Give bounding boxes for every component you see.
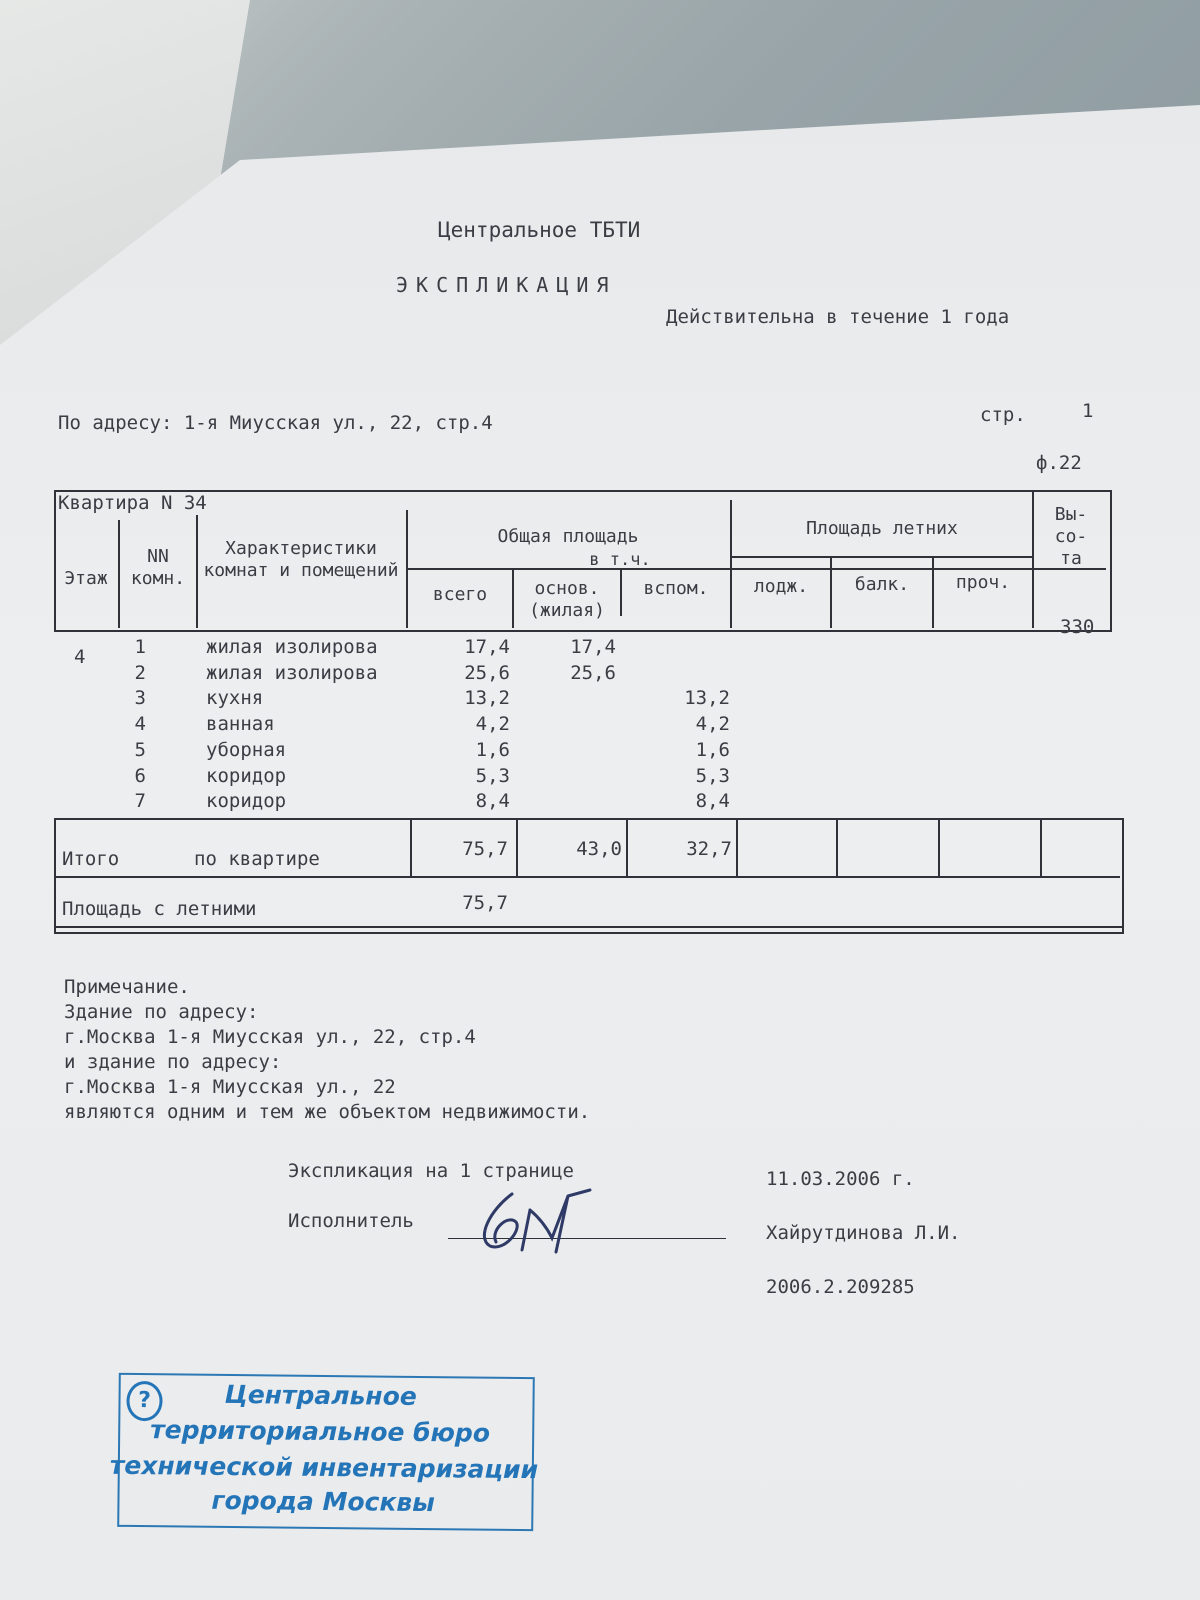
height-value: 330 (1060, 616, 1095, 638)
signature-icon (472, 1180, 612, 1260)
header-aux: вспом. (643, 578, 709, 599)
header-total: всего (432, 584, 488, 605)
date-text: 11.03.2006 г. (766, 1168, 915, 1190)
stamp-line-1: Центральное (224, 1379, 417, 1411)
room-name: жилая изолирова (206, 662, 378, 684)
room-aux: 4,2 (695, 713, 730, 735)
room-number: 7 (134, 790, 146, 812)
header-balcony: балк. (854, 574, 910, 595)
header-total-area: Общая площадь (497, 526, 639, 547)
room-number: 3 (134, 687, 146, 709)
room-main: 25,6 (570, 662, 616, 684)
room-aux: 13,2 (684, 687, 730, 709)
note-line: Примечание. (64, 976, 190, 998)
doc-number: 2006.2.209285 (766, 1276, 915, 1298)
header-floor: Этаж (64, 568, 108, 589)
room-total: 13,2 (464, 687, 510, 709)
room-aux: 5,3 (695, 765, 730, 787)
totals-main: 43,0 (576, 838, 622, 860)
pages-text: Экспликация на 1 странице (288, 1160, 574, 1182)
validity-text: Действительна в течение 1 года (666, 306, 1010, 328)
room-number: 4 (134, 713, 146, 735)
floor-value: 4 (74, 646, 86, 668)
header-characteristics: Характеристики комнат и помещений (203, 538, 399, 581)
divider (1040, 820, 1042, 876)
totals-label: Итого (62, 848, 120, 870)
header-summer-area: Площадь летних (806, 518, 958, 539)
summer-label: Площадь с летними (62, 898, 257, 920)
totals-total: 75,7 (462, 838, 508, 860)
executor-name: Хайрутдинова Л.И. (766, 1222, 961, 1244)
stamp-line-2: территориальное бюро (150, 1415, 491, 1448)
totals-label-apartment: по квартире (194, 848, 320, 870)
header-loggia: лодж. (753, 576, 809, 597)
summer-total: 75,7 (462, 892, 508, 914)
address-text: По адресу: 1-я Миусская ул., 22, стр.4 (58, 412, 493, 434)
doc-type-title: ЭКСПЛИКАЦИЯ (396, 273, 617, 297)
room-name: уборная (206, 739, 287, 761)
room-total: 4,2 (475, 713, 510, 735)
note-line: являются одним и тем же объектом недвижимости. (64, 1101, 591, 1123)
organization-stamp (109, 1373, 539, 1531)
divider (938, 820, 940, 876)
room-number: 6 (134, 765, 146, 787)
room-aux: 1,6 (695, 739, 730, 761)
note-line: Здание по адресу: (64, 1001, 259, 1023)
note-line: г.Москва 1-я Миусская ул., 22 (64, 1076, 396, 1098)
room-total: 8,4 (475, 790, 510, 812)
page-number: 1 (1082, 400, 1094, 422)
divider (836, 820, 838, 876)
divider (56, 926, 1122, 928)
organization-title: Центральное ТБТИ (438, 218, 641, 242)
room-main: 17,4 (570, 636, 616, 658)
room-name: коридор (206, 765, 287, 787)
stamp-logo-icon: ? (126, 1381, 162, 1421)
room-total: 5,3 (475, 765, 510, 787)
room-number: 5 (134, 739, 146, 761)
room-total: 1,6 (475, 739, 510, 761)
form-number: ф.22 (1036, 452, 1082, 474)
divider (736, 820, 738, 876)
divider (730, 556, 1032, 558)
room-name: коридор (206, 790, 287, 812)
note-line: и здание по адресу: (64, 1051, 282, 1073)
note-line: г.Москва 1-я Миусская ул., 22, стр.4 (64, 1026, 476, 1048)
header-main: основ. (жилая) (529, 578, 605, 621)
stamp-line-3: технической инвентаризации (109, 1450, 539, 1485)
totals-aux: 32,7 (686, 838, 732, 860)
header-other: проч. (955, 572, 1011, 593)
stamp-line-4: города Москвы (211, 1485, 435, 1518)
divider (56, 876, 1120, 878)
header-including: в т.ч. (589, 550, 651, 570)
divider (406, 568, 1106, 570)
header-height: Вы- со- та (1054, 504, 1088, 569)
room-name: жилая изолирова (206, 636, 378, 658)
room-total: 25,6 (464, 662, 510, 684)
header-room-no: NN комн. (130, 546, 186, 589)
room-aux: 8,4 (695, 790, 730, 812)
room-name: кухня (206, 687, 264, 709)
executor-label: Исполнитель (288, 1210, 414, 1232)
room-number: 1 (134, 636, 146, 658)
room-name: ванная (206, 713, 275, 735)
room-number: 2 (134, 662, 146, 684)
room-total: 17,4 (464, 636, 510, 658)
apartment-number: Квартира N 34 (58, 492, 207, 514)
divider (1032, 492, 1034, 628)
page-label: стр. (980, 404, 1026, 426)
